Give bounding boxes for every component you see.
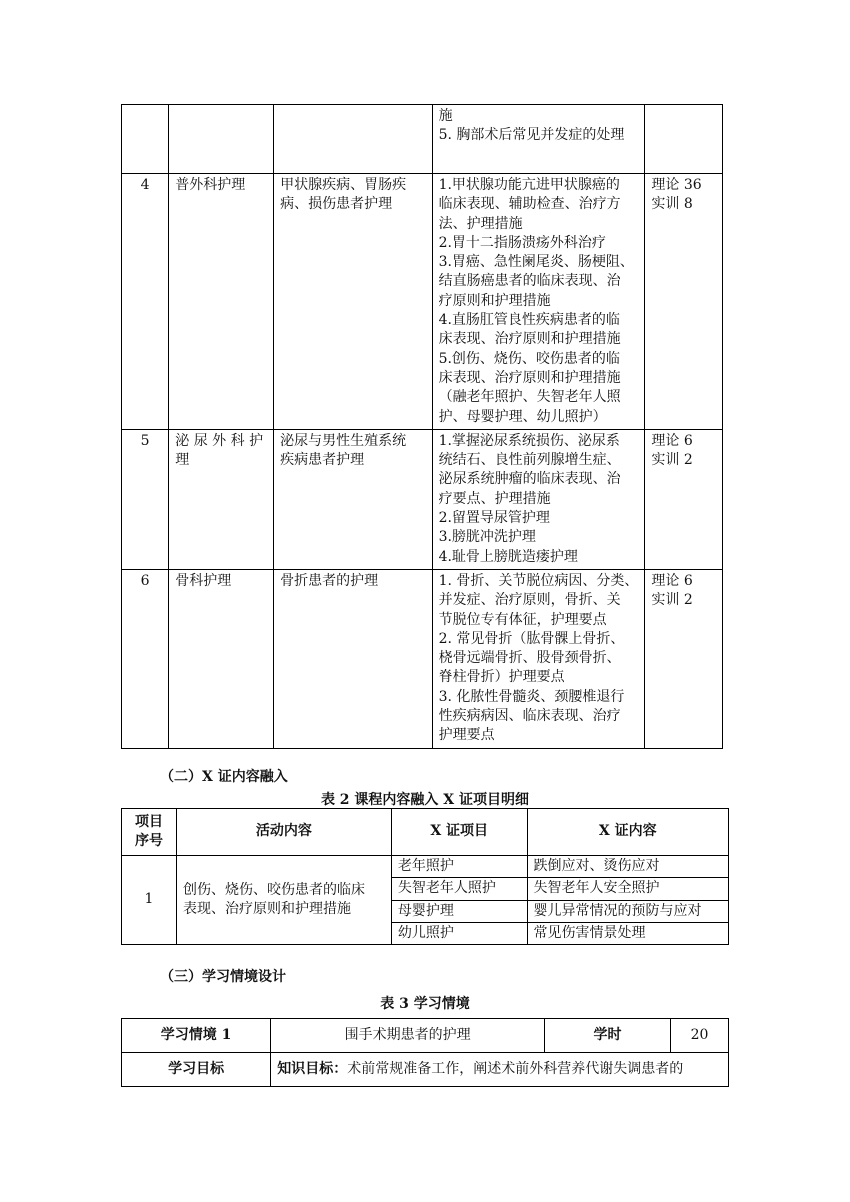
table-caption: 表 2 课程内容融入 X 证项目明细 (320, 792, 530, 808)
table-row (122, 105, 723, 174)
course-content: 甲状腺疾病、胃肠疾 病、损伤患者护理 (274, 174, 432, 430)
table-header-row (122, 809, 729, 856)
section-heading: （三）学习情境设计 (160, 969, 286, 985)
header-cell: 活动内容 (176, 809, 391, 856)
table-row (122, 1019, 729, 1053)
x-project: 老年照护 (391, 856, 527, 878)
table-row (122, 174, 723, 430)
x-project: 幼儿照护 (391, 922, 527, 944)
class-hours (645, 105, 723, 174)
x-content: 失智老年人安全照护 (527, 878, 728, 900)
header-cell: X 证项目 (391, 809, 527, 856)
class-hours: 理论 6 实训 2 (645, 569, 723, 748)
row-number (122, 105, 169, 174)
class-hours: 理论 6 实训 2 (645, 429, 723, 569)
table-row (122, 1053, 729, 1087)
course-name: 泌 尿 外 科 护 理 (169, 429, 274, 569)
section-heading: （二）X 证内容融入 (160, 769, 288, 785)
course-content: 骨折患者的护理 (274, 569, 432, 748)
class-hours: 理论 36 实训 8 (645, 174, 723, 430)
course-name (169, 105, 274, 174)
goal-label: 学习目标 (122, 1053, 271, 1087)
hours-value: 20 (670, 1019, 728, 1053)
content-details: 1.甲状腺功能亢进甲状腺癌的 临床表现、辅助检查、治疗方 法、护理措施 2.胃十二指肠溃疡外科治疗 3.胃癌、急性阑尾炎、肠梗阻、 结直肠癌患者的临床表现、治 疗原则和护理措施 4.直肠肛管良性疾病患者的临 床表现、治疗原则和护理措施 5.创伤、烧伤、咬伤患者的临 床表现、治疗原则和护理措施 （融老年照护、失智老年人照 护、母婴护理、幼儿照护） (432, 174, 645, 430)
x-content: 跌倒应对、烫伤应对 (527, 856, 728, 878)
goal-text: 知识目标：术前常规准备工作，阐述术前外科营养代谢失调患者的 (271, 1053, 729, 1087)
x-certificate-table (121, 808, 729, 945)
row-number: 5 (122, 429, 169, 569)
course-name: 普外科护理 (169, 174, 274, 430)
learning-context-table (121, 1018, 729, 1087)
header-cell: 项目 序号 (122, 809, 177, 856)
course-name: 骨科护理 (169, 569, 274, 748)
header-cell: X 证内容 (527, 809, 728, 856)
x-content: 婴儿异常情况的预防与应对 (527, 900, 728, 922)
course-content (274, 105, 432, 174)
row-number: 4 (122, 174, 169, 430)
row-number: 1 (122, 856, 177, 945)
context-value: 围手术期患者的护理 (271, 1019, 545, 1053)
table-row (122, 569, 723, 748)
course-content-table (121, 104, 723, 749)
context-label: 学习情境 1 (122, 1019, 271, 1053)
content-details: 1.掌握泌尿系统损伤、泌尿系 统结石、良性前列腺增生症、 泌尿系统肿瘤的临床表现、治 疗要点、护理措施 2.留置导尿管护理 3.膀胱冲洗护理 4.耻骨上膀胱造瘘护理 (432, 429, 645, 569)
hours-label: 学时 (545, 1019, 671, 1053)
x-project: 失智老年人照护 (391, 878, 527, 900)
x-content: 常见伤害情景处理 (527, 922, 728, 944)
table-row (122, 856, 729, 878)
activity-content: 创伤、烧伤、咬伤患者的临床 表现、治疗原则和护理措施 (176, 856, 391, 945)
row-number: 6 (122, 569, 169, 748)
content-details: 1. 骨折、关节脱位病因、分类、 并发症、治疗原则，骨折、关 节脱位专有体征，护理要点 2. 常见骨折（肱骨髁上骨折、 桡骨远端骨折、股骨颈骨折、 脊柱骨折）护理要点 3. 化脓性骨髓炎、颈腰椎退行 性疾病病因、临床表现、治疗 护理要点 (432, 569, 645, 748)
table-caption: 表 3 学习情境 (380, 996, 470, 1012)
content-details: 施 5. 胸部术后常见并发症的处理 (432, 105, 645, 174)
table-row (122, 429, 723, 569)
x-project: 母婴护理 (391, 900, 527, 922)
course-content: 泌尿与男性生殖系统 疾病患者护理 (274, 429, 432, 569)
